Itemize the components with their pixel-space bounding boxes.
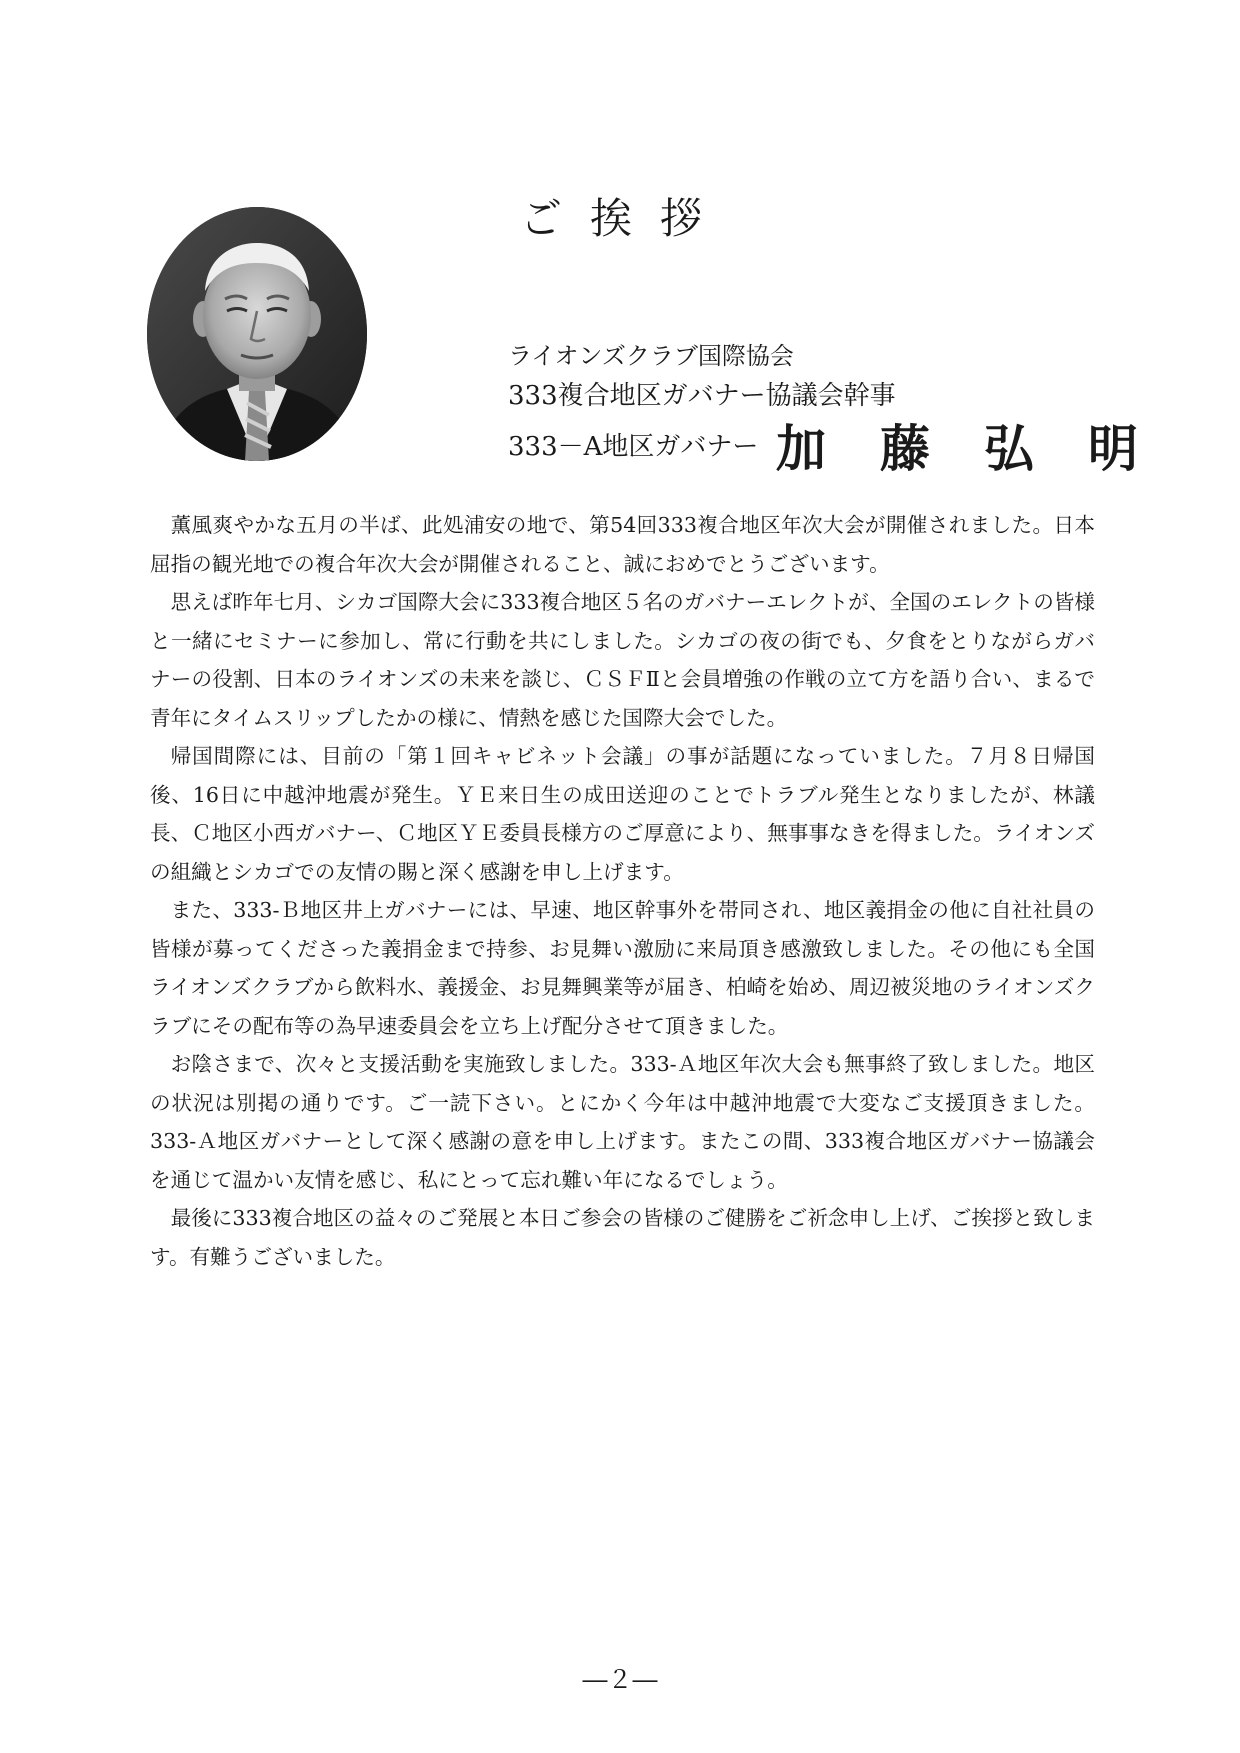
author-council-title: 333複合地区ガバナー協議会幹事 (508, 381, 896, 411)
paragraph: 薫風爽やかな五月の半ば、此処浦安の地で、第54回333複合地区年次大会が開催されました。日本屈指の観光地での複合年次大会が開催されること、誠におめでとうございます。 (150, 513, 1095, 576)
paragraph: また、333‐Ｂ地区井上ガバナーには、早速、地区幹事外を帯同され、地区義捐金の他に自社社員の皆様が募ってくださった義捐金まで持参、お見舞い激励に来局頂き感激致しました。その他にも全国ライオンズクラブから飲料水、義援金、お見舞興業等が届き、柏崎を始め、周辺被災地のライオンズクラブにその配布等の為早速委員会を立ち上げ配分させて頂きました。 (150, 898, 1095, 1038)
paragraph: 帰国間際には、目前の「第１回キャビネット会議」の事が話題になっていました。７月８日帰国後、16日に中越沖地震が発生。ＹＥ来日生の成田送迎のことでトラブル発生となりましたが、林議長、Ｃ地区小西ガバナー、Ｃ地区ＹＥ委員長様方のご厚意により、無事事なきを得ました。ライオンズの組織とシカゴでの友情の賜と深く感謝を申し上げます。 (150, 744, 1095, 884)
author-governor-title: 333－A地区ガバナー (508, 432, 759, 462)
author-portrait (147, 207, 367, 461)
greeting-body (150, 506, 1095, 1276)
author-organization: ライオンズクラブ国際協会 (508, 342, 794, 370)
author-name: 加藤弘明 (776, 419, 1192, 478)
paragraph: 思えば昨年七月、シカゴ国際大会に333複合地区５名のガバナーエレクトが、全国のエレクトの皆様と一緒にセミナーに参加し、常に行動を共にしました。シカゴの夜の街でも、夕食をとりながらガバナーの役割、日本のライオンズの未来を談じ、ＣＳＦⅡと会員増強の作戦の立て方を語り合い、まるで青年にタイムスリップしたかの様に、情熱を感じた国際大会でした。 (150, 590, 1095, 730)
paragraph: お陰さまで、次々と支援活動を実施致しました。333‐Ａ地区年次大会も無事終了致しました。地区の状況は別掲の通りです。ご一読下さい。とにかく今年は中越沖地震で大変なご支援頂きました。333‐Ａ地区ガバナーとして深く感謝の意を申し上げます。またこの間、333複合地区ガバナー協議会を通じて温かい友情を感じ、私にとって忘れ難い年になるでしょう。 (150, 1052, 1095, 1192)
portrait-photo (147, 207, 367, 461)
page-number: ―２― (582, 1665, 658, 1694)
page-heading: ご挨拶 (520, 194, 731, 243)
paragraph: 最後に333複合地区の益々のご発展と本日ご参会の皆様のご健勝をご祈念申し上げ、ご挨拶と致します。有難うございました。 (150, 1206, 1095, 1269)
